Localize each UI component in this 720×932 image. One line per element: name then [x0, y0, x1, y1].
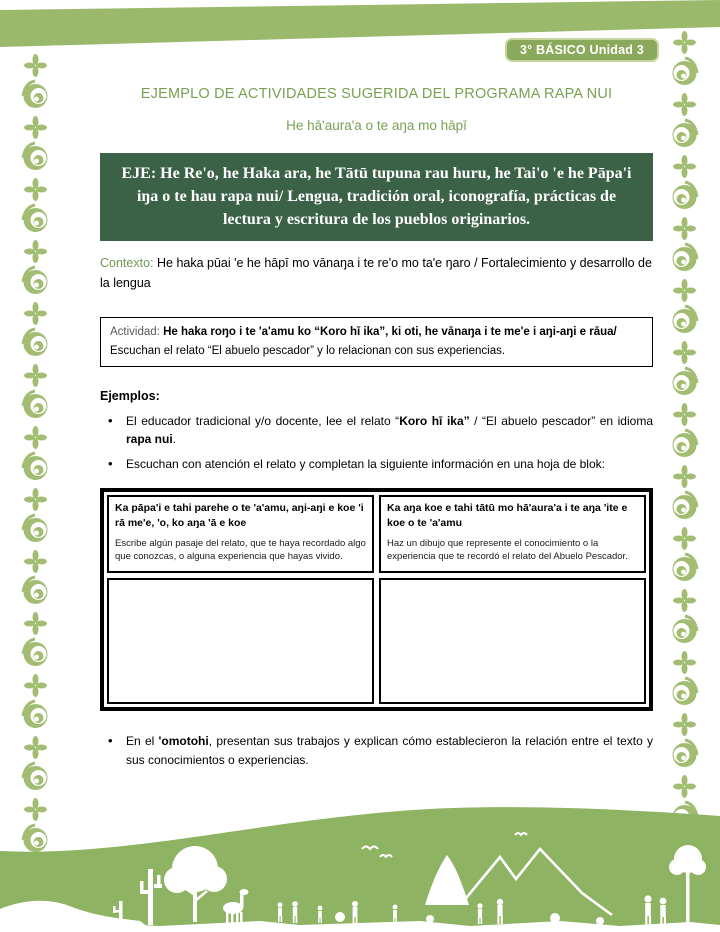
actividad-spanish-text: Escuchan el relato “El abuelo pescador” y lo relacionan con sus experiencias.	[110, 344, 506, 357]
closing-list	[100, 732, 653, 770]
ejemplo-item-1	[100, 412, 653, 450]
ejemplos-list	[100, 412, 653, 475]
table-header-left-rapanui: Ka pāpa'i e tahi parehe o te 'a'amu, aŋi-aŋi e koe 'i rā me'e, 'o, ko aŋa 'ā e koe	[115, 502, 364, 530]
actividad-rapanui-text: He haka roŋo i te 'a'amu ko “Koro hī ika”, ki oti, he vānaŋa i te me'e i aŋi-aŋi e rāua/	[163, 325, 617, 338]
page-subtitle: He hā'aura'a o te aŋa mo hāpī	[286, 118, 467, 133]
table-header-left	[107, 495, 374, 573]
eje-text: EJE: He Re'o, he Haka ara, he Tātū tupuna rau huru, he Tai'o 'e he Pāpa'i iŋa o te hau rapa nui/ Lengua, tradición oral, iconografía, prácticas de lectura y escritura de los pueblos originarios.	[121, 165, 632, 229]
right-koru-border	[669, 30, 700, 848]
grade-unit-label: 3° BÁSICO Unidad 3	[520, 43, 644, 57]
ejemplo-1-bold-title: Koro hī ika”	[399, 413, 470, 428]
contexto-label: Contexto:	[100, 255, 154, 270]
page-title: EJEMPLO DE ACTIVIDADES SUGERIDA DEL PROGRAMA RAPA NUI	[140, 86, 613, 102]
table-header-right-spanish: Haz un dibujo que represente el conocimiento o la experiencia que te recordó el relato del Abuelo Pescador.	[387, 537, 628, 562]
table-answer-box-right	[379, 578, 646, 704]
ejemplo-1-text-end: .	[172, 432, 177, 447]
ejemplo-3-text-end: , presentan sus trabajos y explican cómo establecieron la relación entre el texto y sus conocimientos o experiencias.	[126, 734, 654, 768]
ejemplo-item-2: • Escuchan con atención el relato y completan la siguiente información en una hoja de blok:	[100, 455, 653, 474]
footer-landscape-illustration	[0, 797, 720, 932]
left-koru-border	[20, 53, 51, 852]
ejemplo-3-bold: 'omotohi	[158, 734, 209, 749]
grade-unit-badge	[505, 38, 659, 62]
ejemplo-1-text: El educador tradicional y/o docente, lee el relato “	[126, 413, 400, 428]
ejemplo-item-3	[100, 732, 653, 770]
contexto-text: He haka pūai 'e he hāpī mo vānaŋa i te re'o mo ta'e ŋaro / Fortalecimiento y desarrollo de la lengua	[100, 255, 652, 290]
ejemplos-heading: Ejemplos:	[100, 388, 160, 403]
table-header-right-rapanui: Ka aŋa koe e tahi tātū mo hā'aura'a i te aŋa 'ite e koe o te 'a'amu	[387, 502, 628, 530]
contexto-paragraph	[100, 253, 653, 293]
table-header-left-spanish: Escribe algún pasaje del relato, que te haya recordado algo que conozcas, o alguna experiencia que hayas vivido.	[115, 537, 366, 562]
ejemplo-1-bold-lang: rapa nui	[126, 432, 173, 447]
table-header-right	[379, 495, 646, 573]
worksheet-table	[100, 488, 653, 711]
ejemplo-1-text-mid: / “El abuelo pescador” en idioma	[469, 413, 653, 428]
table-answer-box-left	[107, 578, 374, 704]
ejemplo-3-text: En el	[126, 734, 159, 749]
actividad-label: Actividad:	[110, 325, 164, 338]
actividad-box	[100, 317, 653, 367]
eje-box	[100, 153, 653, 241]
document-content	[100, 86, 653, 776]
